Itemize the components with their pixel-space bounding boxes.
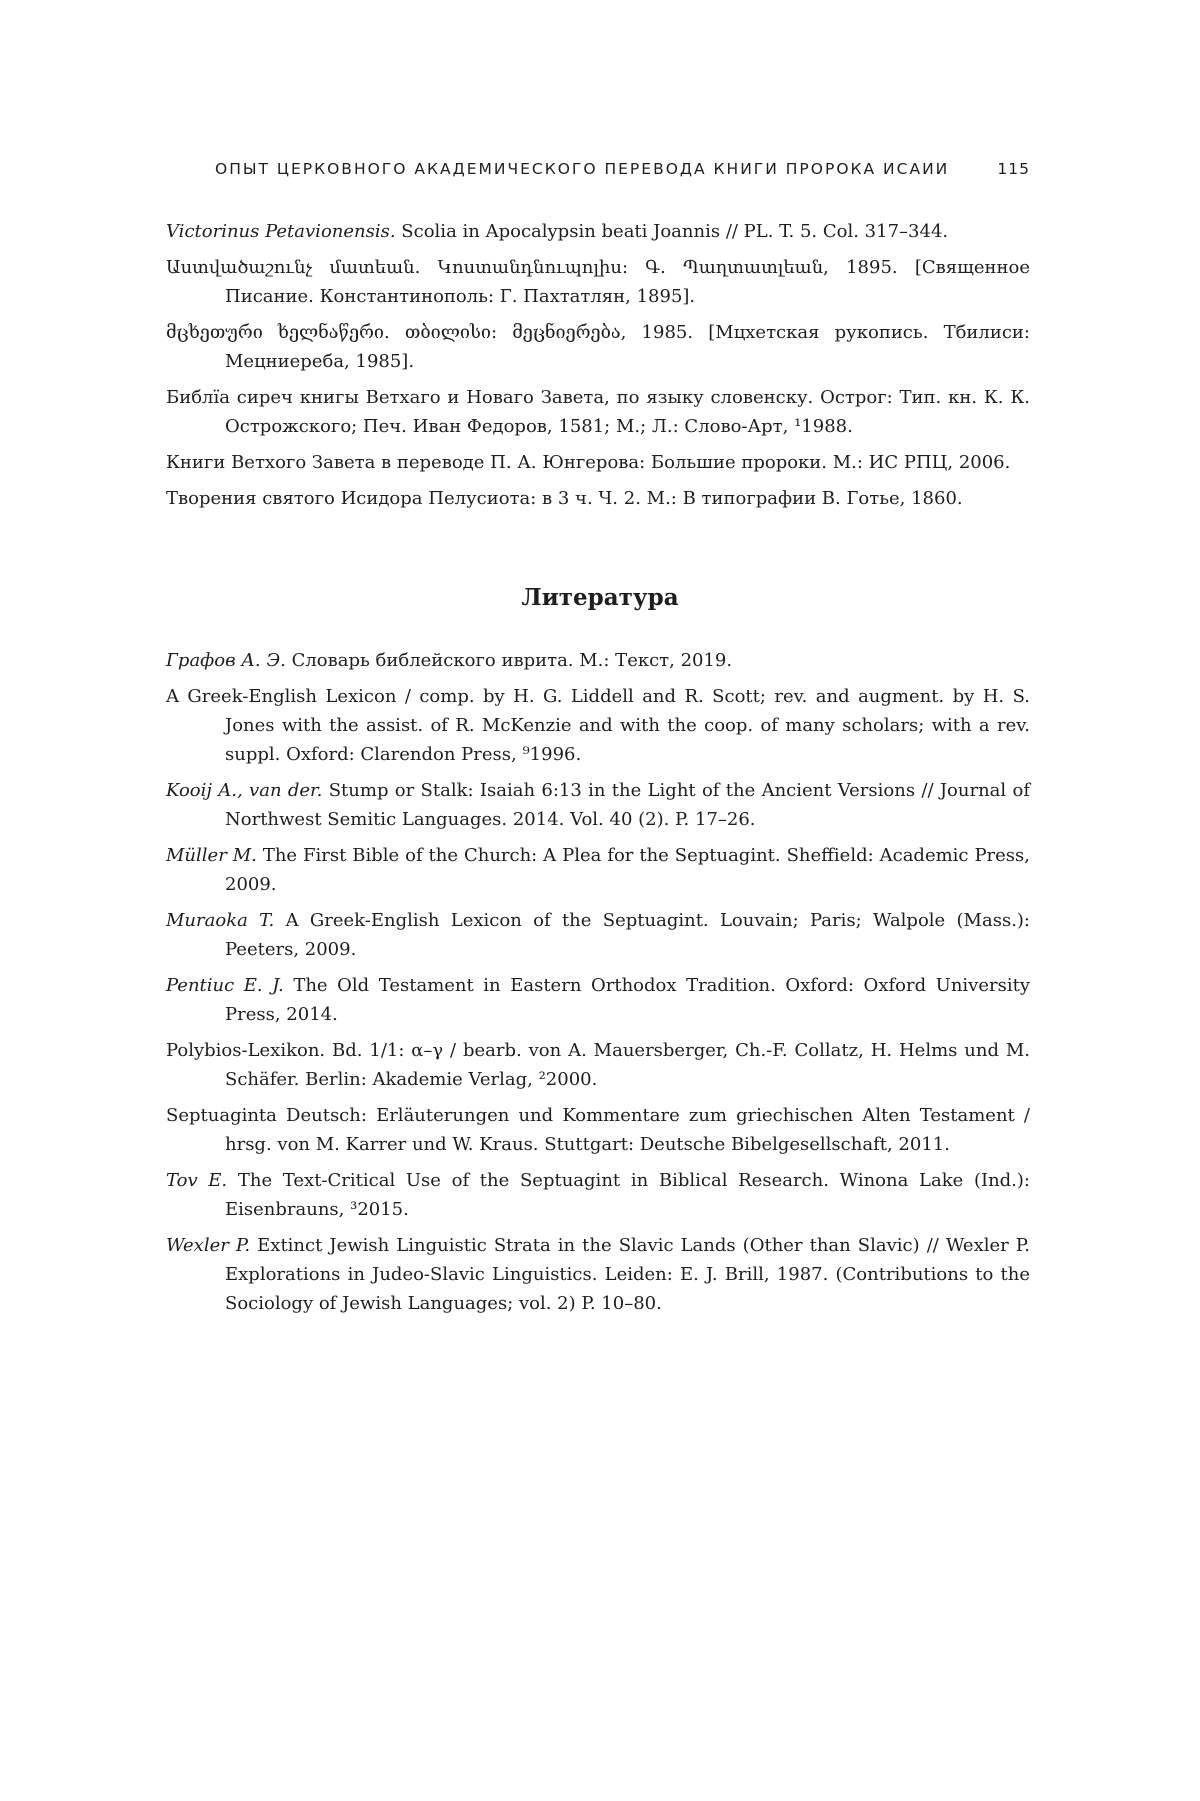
entry-text: The Old Testament in Eastern Orthodox Tradition. Oxford: Oxford University Press, 2014.	[225, 975, 1031, 1025]
entry-author: Wexler P.	[166, 1235, 251, 1256]
entry-text: Stump or Stalk: Isaiah 6:13 in the Light of the Ancient Versions // Journal of Northwest Semitic Languages. 2014. Vol. 40 (2). P. 17–26.	[225, 780, 1030, 830]
entry-text: The Text-Critical Use of the Septuagint in Biblical Research. Winona Lake (Ind.): Eisenbrauns, ³2015.	[225, 1170, 1030, 1220]
entry-text: Աստվածաշունչ մատեան. Կոստանդնուպոլիս: Գ. Պաղտատլեան, 1895. [Священное Писание. Константинополь: Г. Пахтатлян, 1895].	[166, 257, 1030, 307]
entry-text: A Greek-English Lexicon / comp. by H. G. Liddell and R. Scott; rev. and augment. by H. S. Jones with the assist. of R. McKenzie and with the coop. of many scholars; with a rev. suppl. Oxford: Clarendon Press, ⁹1996.	[166, 686, 1030, 765]
entry-text: The First Bible of the Church: A Plea for the Septuagint. Sheffield: Academic Press, 2009.	[225, 845, 1031, 895]
entry-text: Словарь библейского иврита. М.: Текст, 2019.	[285, 650, 733, 671]
entry-text: Scolia in Apocalypsin beati Joannis // PL. T. 5. Col. 317–344.	[395, 221, 949, 242]
bibliography-entry	[166, 682, 1030, 769]
bibliography-entry	[166, 841, 1030, 899]
running-header	[215, 160, 1030, 178]
entry-text: Polybios-Lexikon. Bd. 1/1: α–γ / bearb. von A. Mauersberger, Ch.-F. Collatz, H. Helms und M. Schäfer. Berlin: Akademie Verlag, ²2000.	[166, 1040, 1030, 1090]
entry-text: მცხეთური ხელნაწერი. თბილისი: მეცნიერება, 1985. [Мцхетская рукопись. Тбилиси: Мецниереба, 1985].	[166, 322, 1030, 372]
literature-list	[166, 646, 1030, 1325]
bibliography-entry	[166, 448, 1030, 477]
entry-author: Tov E.	[166, 1170, 228, 1191]
bibliography-entry	[166, 776, 1030, 834]
entry-author: Müller M.	[166, 845, 257, 866]
entry-text: Extinct Jewish Linguistic Strata in the Slavic Lands (Other than Slavic) // Wexler P. Explorations in Judeo-Slavic Linguistics. Leiden: E. J. Brill, 1987. (Contributions to the Sociology of Jewish Languages; vol. 2) P. 10–80.	[225, 1235, 1030, 1314]
entry-text: Septuaginta Deutsch: Erläuterungen und Kommentare zum griechischen Alten Testament / hrsg. von M. Karrer und W. Kraus. Stuttgart: Deutsche Bibelgesellschaft, 2011.	[166, 1105, 1030, 1155]
bibliography-entry	[166, 1101, 1030, 1159]
entry-text: Творения святого Исидора Пелусиота: в 3 ч. Ч. 2. М.: В типографии В. Готье, 1860.	[166, 488, 963, 509]
bibliography-entry	[166, 1231, 1030, 1318]
entry-author: Muraoka T.	[166, 910, 275, 931]
bibliography-entry	[166, 906, 1030, 964]
literature-heading: Литература	[521, 584, 679, 611]
bibliography-entry	[166, 646, 1030, 675]
sources-list	[166, 217, 1030, 520]
bibliography-entry	[166, 484, 1030, 513]
entry-text: Книги Ветхого Завета в переводе П. А. Юнгерова: Большие пророки. М.: ИС РПЦ, 2006.	[166, 452, 1011, 473]
entry-author: Pentiuc E. J.	[166, 975, 284, 996]
entry-author: Графов А. Э.	[166, 650, 286, 671]
bibliography-entry	[166, 318, 1030, 376]
entry-text: Библїа сиреч книгы Ветхаго и Новаго Завета, по языку словенску. Острог: Тип. кн. К. К. Острожского; Печ. Иван Федоров, 1581; М.; Л.: Слово-Арт, ¹1988.	[166, 387, 1030, 437]
bibliography-entry	[166, 1166, 1030, 1224]
page-number: 115	[997, 160, 1030, 178]
bibliography-entry	[166, 971, 1030, 1029]
bibliography-entry	[166, 253, 1030, 311]
bibliography-entry	[166, 383, 1030, 441]
entry-text: A Greek-English Lexicon of the Septuagint. Louvain; Paris; Walpole (Mass.): Peeters, 2009.	[225, 910, 1030, 960]
entry-author: Victorinus Petavionensis.	[166, 221, 396, 242]
running-header-title: ОПЫТ ЦЕРКОВНОГО АКАДЕМИЧЕСКОГО ПЕРЕВОДА КНИГИ ПРОРОКА ИСАИИ	[215, 160, 950, 178]
bibliography-entry	[166, 1036, 1030, 1094]
entry-author: Kooij A., van der.	[166, 780, 323, 801]
bibliography-entry	[166, 217, 1030, 246]
